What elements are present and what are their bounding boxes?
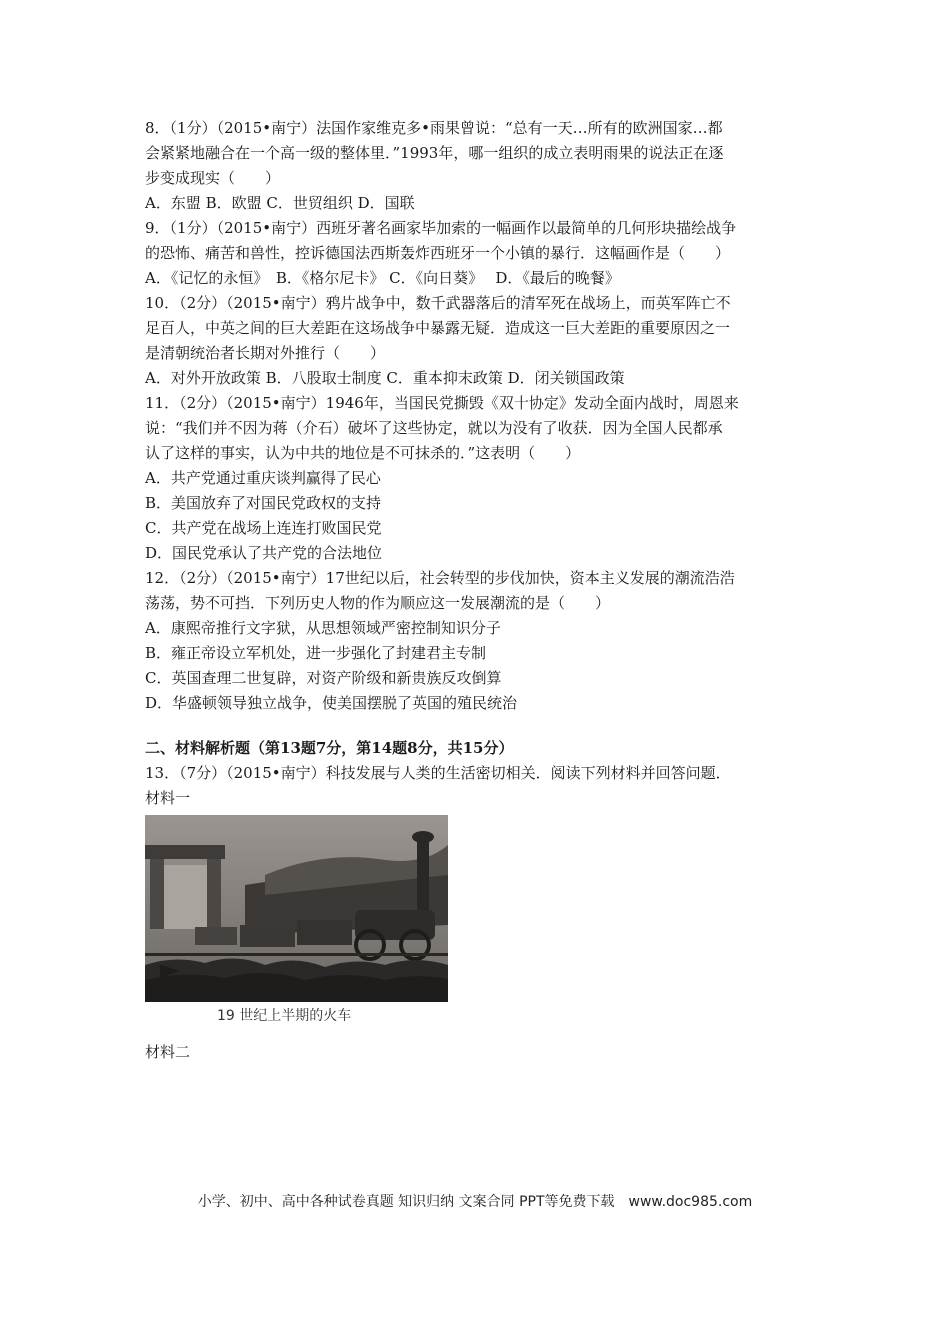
question-text: 12．（2分）（2015•南宁）17世纪以后，社会转型的步伐加快，资本主义发展的潮流浩浩 xyxy=(145,569,735,587)
question-text: 是清朝统治者长期对外推行（ ） xyxy=(145,344,386,362)
question-text: 会紧紧地融合在一个高一级的整体里．”1993年，哪一组织的成立表明雨果的说法正在逐 xyxy=(145,144,724,162)
question-text: 11．（2分）（2015•南宁）1946年，当国民党撕毁《双十协定》发动全面内战时，周恩来 xyxy=(145,394,739,412)
material-2-label: 材料二 xyxy=(145,1043,191,1061)
question-10 xyxy=(145,291,815,391)
question-text: 说：“我们并不因为蒋（介石）破坏了这些协定，就以为没有了收获．因为全国人民都承 xyxy=(145,419,723,437)
question-text: 的恐怖、痛苦和兽性，控诉德国法西斯轰炸西班牙一个小镇的暴行．这幅画作是（ ） xyxy=(145,244,731,262)
option-a: A．康熙帝推行文字狱，从思想领域严密控制知识分子 xyxy=(145,619,501,637)
question-13-text: 13．（7分）（2015•南宁）科技发展与人类的生活密切相关．阅读下列材料并回答问题． xyxy=(145,764,731,782)
question-11 xyxy=(145,391,815,566)
section-gap xyxy=(145,716,815,736)
question-12 xyxy=(145,566,815,716)
option-a: A．共产党通过重庆谈判赢得了民心 xyxy=(145,469,381,487)
page-footer: 小学、初中、高中各种试卷真题 知识归纳 文案合同 PPT等免费下载 www.doc985.com xyxy=(197,1194,753,1210)
material-1-label: 材料一 xyxy=(145,789,191,807)
option-d: D．华盛顿领导独立战争，使美国摆脱了英国的殖民统治 xyxy=(145,694,518,712)
question-text: 10．（2分）（2015•南宁）鸦片战争中，数千武器落后的清军死在战场上，而英军阵亡不 xyxy=(145,294,731,312)
section-title: 二、材料解析题（第13题7分，第14题8分，共15分） xyxy=(145,739,514,757)
page-content xyxy=(145,116,815,1065)
question-text: 荡荡，势不可挡．下列历史人物的作为顺应这一发展潮流的是（ ） xyxy=(145,594,611,612)
question-text: 8．（1分）（2015•南宁）法国作家维克多•雨果曾说：“总有一天…所有的欧洲国家…都 xyxy=(145,119,723,137)
figure-caption: 19 世纪上半期的火车 xyxy=(217,1008,352,1024)
option-d: D．国民党承认了共产党的合法地位 xyxy=(145,544,383,562)
question-text: 足百人，中英之间的巨大差距在这场战争中暴露无疑．造成这一巨大差距的重要原因之一 xyxy=(145,319,731,337)
question-options: A．东盟 B．欧盟 C．世贸组织 D．国联 xyxy=(145,194,415,212)
question-8 xyxy=(145,116,815,216)
question-text: 认了这样的事实，认为中共的地位是不可抹杀的．”这表明（ ） xyxy=(145,444,581,462)
option-c: C．英国查理二世复辟，对资产阶级和新贵族反攻倒算 xyxy=(145,669,502,687)
early-train-image xyxy=(145,815,448,1002)
question-text: 9．（1分）（2015•南宁）西班牙著名画家毕加索的一幅画作以最简单的几何形块描绘战争 xyxy=(145,219,737,237)
option-b: B．雍正帝设立军机处，进一步强化了封建君主专制 xyxy=(145,644,487,662)
question-9 xyxy=(145,216,815,291)
train-illustration xyxy=(145,815,448,1002)
option-c: C．共产党在战场上连连打败国民党 xyxy=(145,519,382,537)
option-b: B．美国放弃了对国民党政权的支持 xyxy=(145,494,382,512)
question-options: A．对外开放政策 B．八股取士制度 C．重本抑末政策 D．闭关锁国政策 xyxy=(145,369,625,387)
question-text: 步变成现实（ ） xyxy=(145,169,281,187)
question-options: A．《记忆的永恒》 B．《格尔尼卡》 C．《向日葵》 D．《最后的晚餐》 xyxy=(145,269,620,287)
